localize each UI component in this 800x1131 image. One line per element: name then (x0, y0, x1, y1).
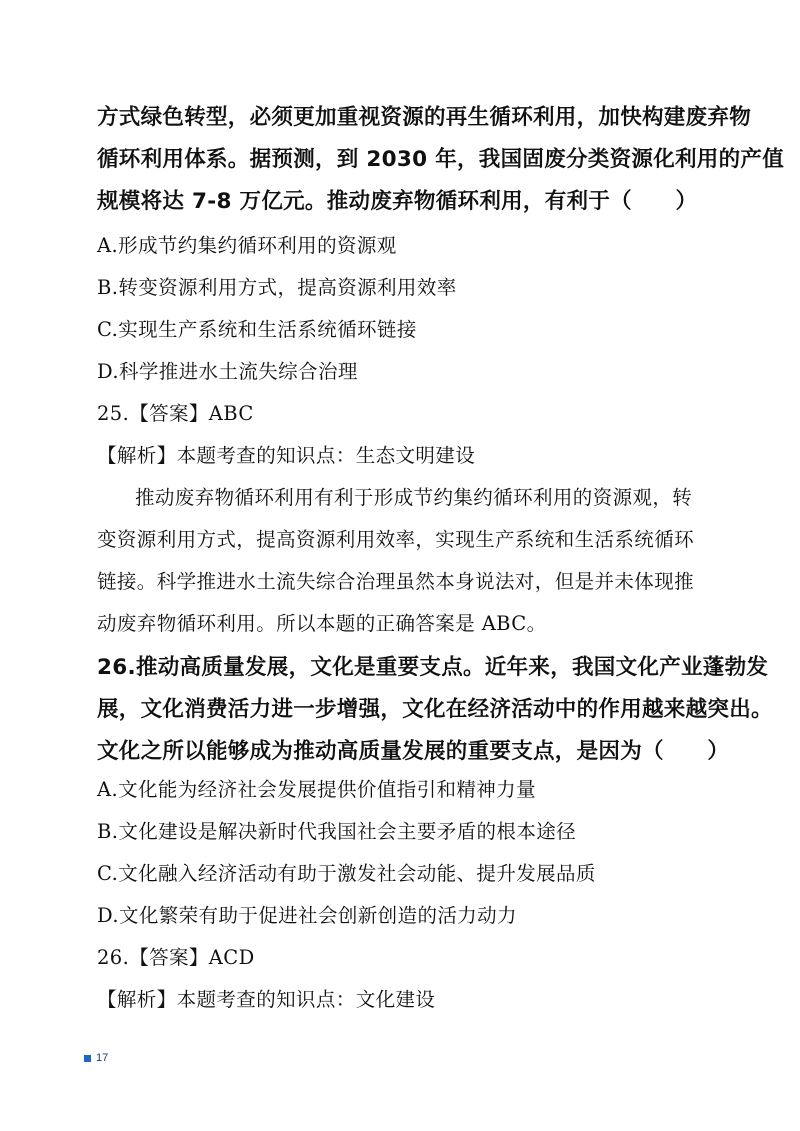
q26-stem-line-2: 展，文化消费活力进一步增强，文化在经济活动中的作用越来越突出。 (97, 697, 773, 722)
q25-analysis-line-2: 变资源利用方式，提高资源利用效率，实现生产系统和生活系统循环 (97, 528, 695, 551)
q25-answer: 25.【答案】ABC (97, 402, 254, 425)
q25-analysis-title: 【解析】本题考查的知识点：生态文明建设 (97, 444, 476, 467)
q26-answer: 26.【答案】ACD (97, 946, 255, 969)
q25-analysis-line-1: 推动废弃物循环利用有利于形成节约集约循环利用的资源观，转 (135, 486, 693, 509)
q25-analysis-line-3: 链接。科学推进水土流失综合治理虽然本身说法对，但是并未体现推 (97, 570, 695, 593)
q25-option-a: A.形成节约集约循环利用的资源观 (97, 234, 397, 257)
q25-analysis-line-4: 动废弃物循环利用。所以本题的正确答案是 ABC。 (97, 612, 547, 635)
q25-option-b: B.转变资源利用方式，提高资源利用效率 (97, 276, 457, 299)
q25-stem-line-3: 规模将达 7-8 万亿元。推动废弃物循环利用，有利于（ ） (97, 189, 698, 214)
q25-option-d: D.科学推进水土流失综合治理 (97, 360, 358, 383)
q26-option-b: B.文化建设是解决新时代我国社会主要矛盾的根本途径 (97, 820, 577, 843)
q25-stem-line-2: 循环利用体系。据预测，到 2030 年，我国固废分类资源化利用的产值 (97, 147, 785, 172)
q26-option-d: D.文化繁荣有助于促进社会创新创造的活力动力 (97, 904, 517, 927)
page-number: 17 (96, 1052, 109, 1064)
q26-option-c: C.文化融入经济活动有助于激发社会动能、提升发展品质 (97, 862, 596, 885)
q26-stem-line-1: 26.推动高质量发展，文化是重要支点。近年来，我国文化产业蓬勃发 (97, 655, 769, 680)
q26-option-a: A.文化能为经济社会发展提供价值指引和精神力量 (97, 778, 536, 801)
q25-stem-line-1: 方式绿色转型，必须更加重视资源的再生循环利用，加快构建废弃物 (97, 105, 752, 130)
page-marker-icon (84, 1055, 91, 1062)
q25-option-c: C.实现生产系统和生活系统循环链接 (97, 318, 417, 341)
q26-analysis-title: 【解析】本题考查的知识点：文化建设 (97, 988, 436, 1011)
page-footer (84, 1052, 108, 1064)
q26-stem-line-3: 文化之所以能够成为推动高质量发展的重要支点，是因为（ ） (97, 739, 730, 764)
